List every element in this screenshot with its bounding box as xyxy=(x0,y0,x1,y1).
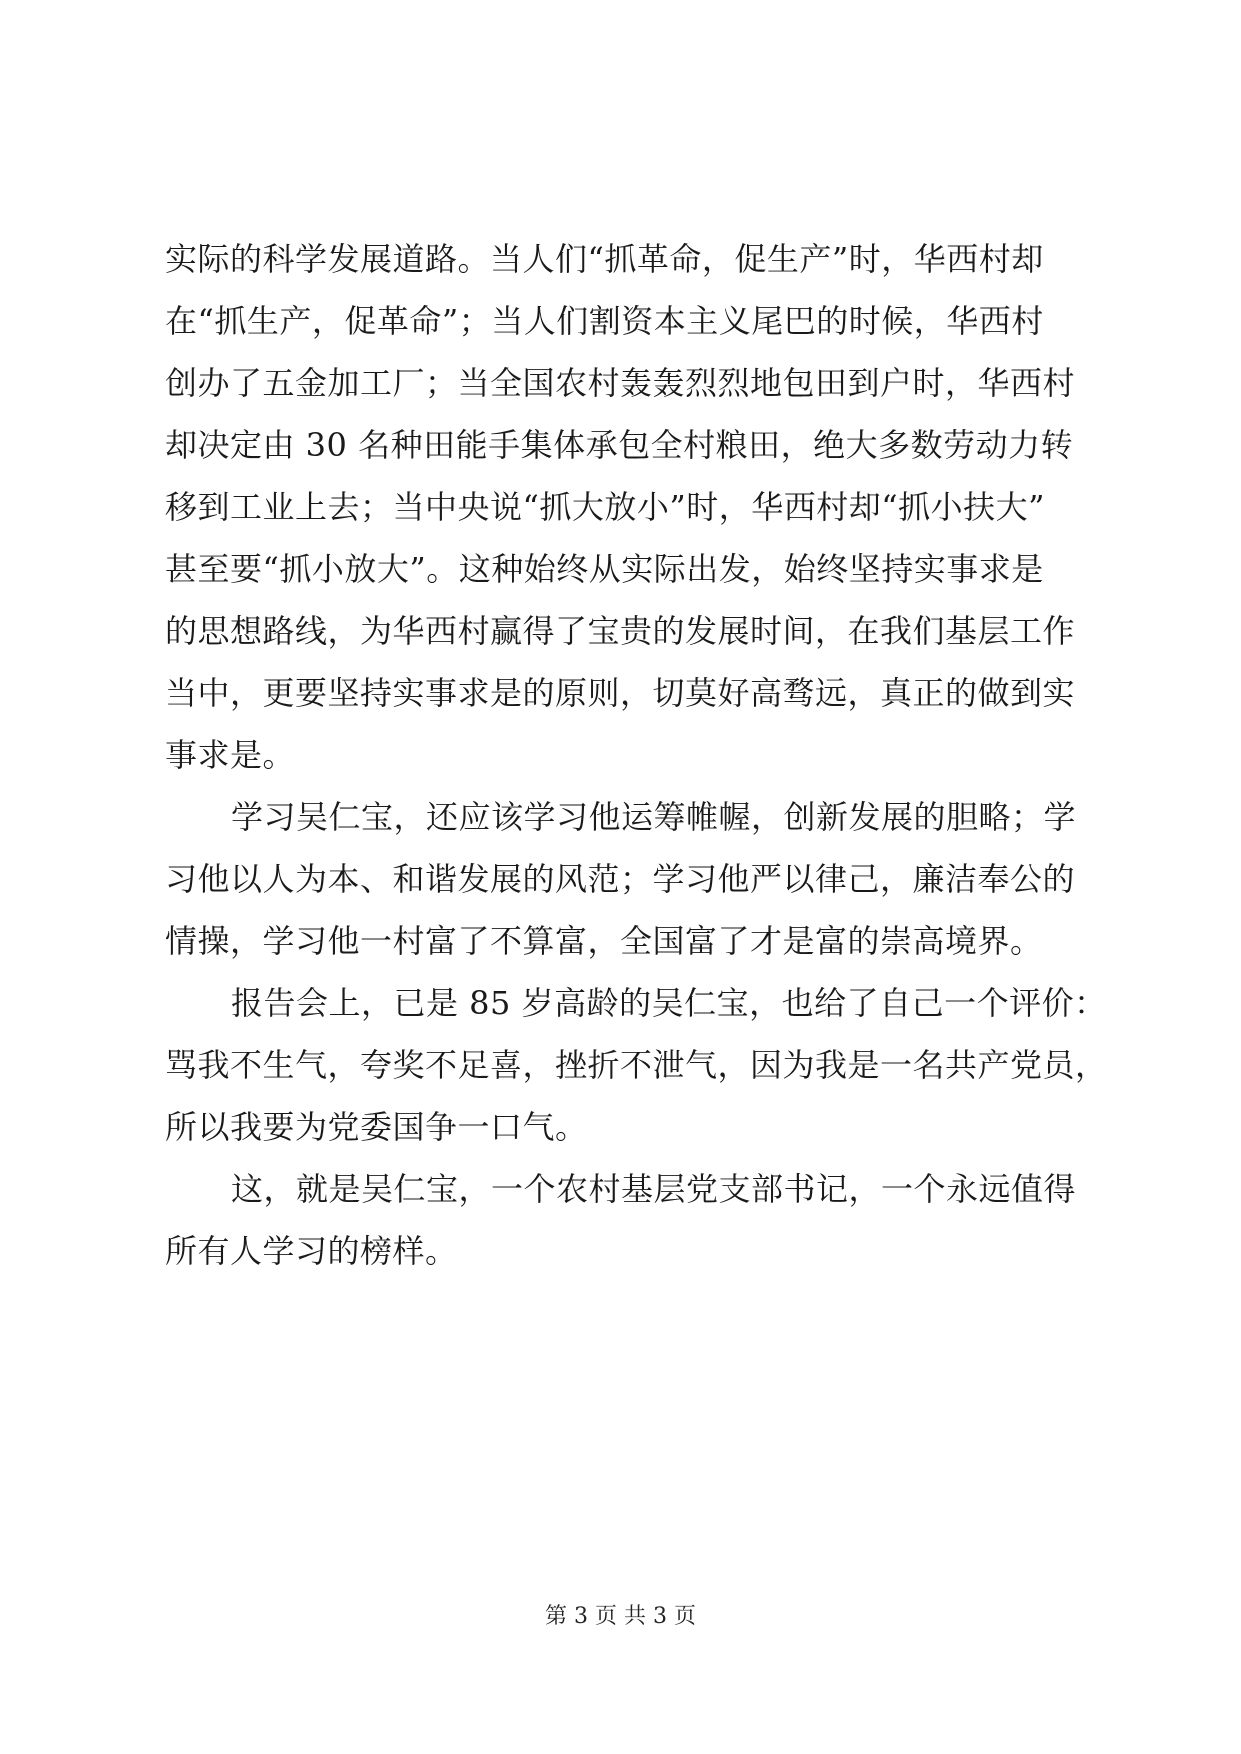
text-line: 却决定由 30 名种田能手集体承包全村粮田，绝大多数劳动力转 xyxy=(165,426,1074,464)
page-number-footer: 第 3 页 共 3 页 xyxy=(545,1604,696,1629)
text-line: 实际的科学发展道路。当人们“抓革命，促生产”时，华西村却 xyxy=(165,240,1044,278)
paragraph-2 xyxy=(165,786,1085,972)
document-body xyxy=(165,228,1108,1282)
text-line: 移到工业上去；当中央说“抓大放小”时，华西村却“抓小扶大” xyxy=(165,488,1045,526)
text-line-first-indented: 报告会上，已是 85 岁高龄的吴仁宝，也给了自己一个评价： xyxy=(231,984,1107,1022)
paragraph-1 xyxy=(165,228,1085,786)
text-line: 事求是。 xyxy=(165,736,296,774)
text-line: 所以我要为党委国争一口气。 xyxy=(165,1108,588,1146)
text-line: 习他以人为本、和谐发展的风范；学习他严以律己，廉洁奉公的 xyxy=(165,860,1076,898)
text-line: 的思想路线，为华西村赢得了宝贵的发展时间，在我们基层工作 xyxy=(165,612,1076,650)
text-line: 创办了五金加工厂；当全国农村轰轰烈烈地包田到户时，华西村 xyxy=(165,364,1076,402)
paragraph-3 xyxy=(165,972,1108,1158)
text-line-first-indented: 这，就是吴仁宝，一个农村基层党支部书记，一个永远值得 xyxy=(231,1170,1077,1208)
text-line: 所有人学习的榜样。 xyxy=(165,1232,458,1270)
text-line: 在“抓生产，促革命”；当人们割资本主义尾巴的时候，华西村 xyxy=(165,302,1044,340)
paragraph-4 xyxy=(165,1158,1085,1282)
text-line: 当中，更要坚持实事求是的原则，切莫好高骛远，真正的做到实 xyxy=(165,674,1076,712)
text-line: 情操，学习他一村富了不算富，全国富了才是富的崇高境界。 xyxy=(165,922,1043,960)
text-line-first-indented: 学习吴仁宝，还应该学习他运筹帷幄，创新发展的胆略；学 xyxy=(231,798,1077,836)
text-line: 甚至要“抓小放大”。这种始终从实际出发，始终坚持实事求是 xyxy=(165,550,1044,588)
text-line: 骂我不生气，夸奖不足喜，挫折不泄气，因为我是一名共产党员， xyxy=(165,1046,1108,1084)
